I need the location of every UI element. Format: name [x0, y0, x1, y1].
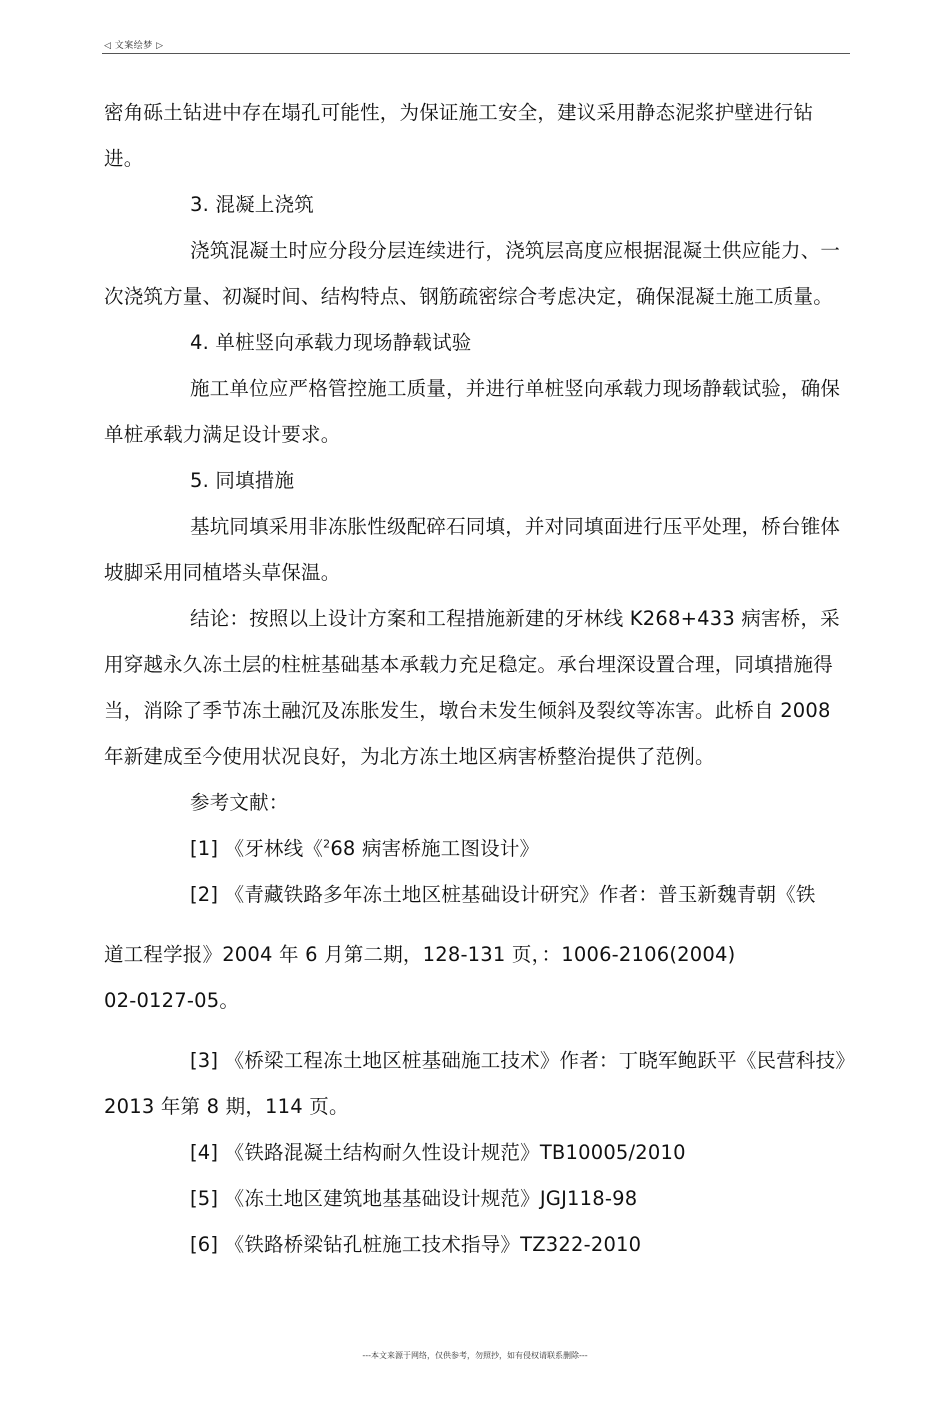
paragraph-load-test: 施工单位应严格管控施工质量，并进行单桩竖向承载力现场静载试验，确保单桩承载力满足设计要求。 — [104, 377, 841, 446]
reference-item-2-line-2: 道工程学报》2004 年 6 月第二期，128-131 页，：1006-2106(2004) — [104, 943, 736, 966]
reference-item-3: [3] 《桥梁工程冻土地区桩基础施工技术》作者：丁晓军鲍跃平《民营科技》2013 年第 8 期，114 页。 — [104, 1049, 846, 1118]
reference-1-superscript: 2 — [323, 837, 331, 851]
reference-item-4: [4] 《铁路混凝土结构耐久性设计规范》TB10005/2010 — [190, 1141, 686, 1164]
paragraph-backfill: 基坑同填采用非冻胀性级配碎石同填，并对同填面进行压平处理，桥台锥体坡脚采用同植塔头草保温。 — [104, 515, 841, 584]
reference-1-prefix: [1] 《牙林线《 — [190, 837, 324, 860]
reference-item-5: [5] 《冻土地区建筑地基基础设计规范》JGJ118-98 — [190, 1187, 638, 1210]
reference-item-2-line-1: [2] 《青藏铁路多年冻土地区桩基础设计研究》作者：普玉新魏青朝《铁 — [190, 883, 816, 906]
section-heading-load-test: 4. 单桩竖向承载力现场静载试验 — [190, 331, 472, 354]
paragraph-concrete: 浇筑混凝土时应分段分层连续进行，浇筑层高度应根据混凝土供应能力、一次浇筑方量、初凝时间、结构特点、钢筋疏密综合考虑决定，确保混凝土施工质量。 — [104, 239, 841, 308]
section-heading-backfill: 5. 同填措施 — [190, 469, 295, 492]
page-header: ◁ 文案绘梦 ▷ — [104, 41, 164, 51]
document-body — [104, 90, 850, 1268]
references-heading: 参考文献： — [190, 791, 289, 814]
page-footer: ---本文来源于网络，仅供参考，勿照抄，如有侵权请联系删除--- — [362, 1351, 588, 1360]
paragraph-conclusion: 结论：按照以上设计方案和工程措施新建的牙林线 K268+433 病害桥，采用穿越永久冻土层的柱桩基础基本承载力充足稳定。承台埋深设置合理，同填措施得当，消除了季节冻土融沉及冻胀发生，墩台未发生倾斜及裂纹等冻害。此桥自 2008 年新建成至今使用状况良好，为北方冻土地区病害桥整治提供了范例。 — [104, 607, 840, 768]
header-divider — [102, 53, 850, 54]
reference-item-2-line-3: 02-0127-05。 — [104, 989, 240, 1012]
reference-item-6: [6] 《铁路桥梁钻孔桩施工技术指导》TZ322-2010 — [190, 1233, 642, 1256]
reference-1-suffix: 68 病害桥施工图设计》 — [330, 837, 540, 860]
reference-item-1 — [104, 826, 850, 872]
section-heading-concrete: 3. 混凝上浇筑 — [190, 193, 314, 216]
paragraph-drilling: 密角砾土钻进中存在塌孔可能性，为保证施工安全，建议采用静态泥浆护壁进行钻进。 — [104, 101, 814, 170]
